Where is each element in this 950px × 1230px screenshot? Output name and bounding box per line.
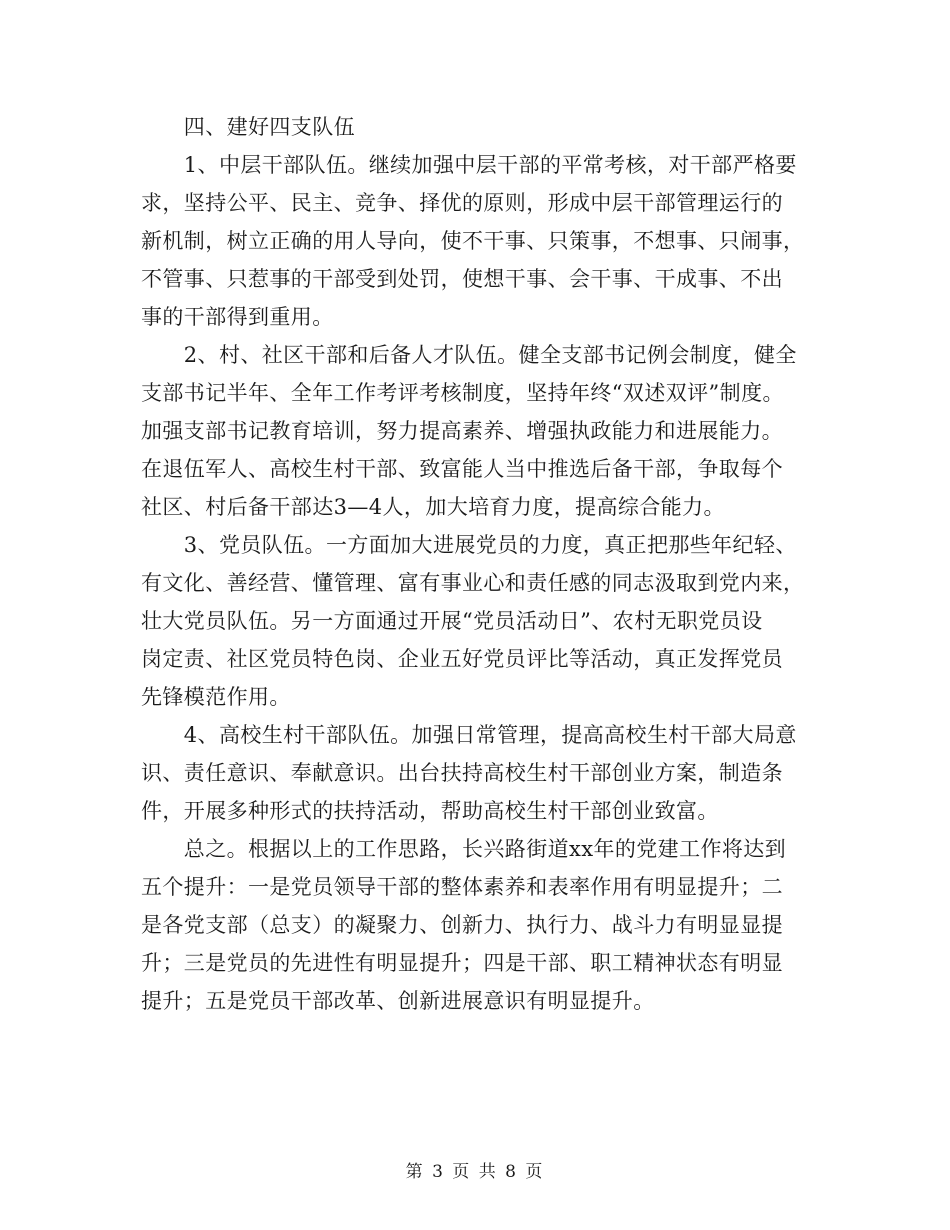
text-line: 件，开展多种形式的扶持活动，帮助高校生村干部创业致富。: [141, 799, 719, 823]
text-line: 支部书记半年、全年工作考评考核制度，坚持年终“双述双评”制度。: [141, 381, 784, 405]
text-line: 提升；五是党员干部改革、创新进展意识有明显提升。: [141, 989, 655, 1013]
text-line: 不管事、只惹事的干部受到处罚，使想干事、会干事、干成事、不出: [141, 267, 783, 291]
text-line: 3、党员队伍。一方面加大进展党员的力度，真正把那些年纪轻、: [141, 533, 797, 557]
text-line: 岗定责、社区党员特色岗、企业五好党员评比等活动，真正发挥党员: [141, 647, 783, 671]
text-line: 升；三是党员的先进性有明显提升；四是干部、职工精神状态有明显: [141, 951, 783, 975]
text-line: 4、高校生村干部队伍。加强日常管理，提高高校生村干部大局意: [141, 723, 797, 747]
text-line: 加强支部书记教育培训，努力提高素养、增强执政能力和进展能力。: [141, 419, 783, 443]
text-line: 是各党支部（总支）的凝聚力、创新力、执行力、战斗力有明显显提: [141, 913, 783, 937]
text-line: 五个提升：一是党员领导干部的整体素养和表率作用有明显提升；二: [141, 875, 783, 899]
text-line: 在退伍军人、高校生村干部、致富能人当中推选后备干部，争取每个: [141, 457, 783, 481]
text-line: 2、村、社区干部和后备人才队伍。健全支部书记例会制度，健全: [141, 343, 797, 367]
section-heading: 四、建好四支队伍: [141, 115, 355, 139]
document-body: [141, 108, 813, 1020]
text-line: 社区、村后备干部达3—4人，加大培育力度，提高综合能力。: [141, 495, 725, 519]
text-line: 1、中层干部队伍。继续加强中层干部的平常考核，对干部严格要: [141, 153, 797, 177]
text-line: 总之。根据以上的工作思路，长兴路街道xx年的党建工作将达到: [141, 837, 787, 861]
text-line: 事的干部得到重用。: [141, 305, 334, 329]
text-line: 新机制，树立正确的用人导向，使不干事、只策事，不想事、只闹事，: [141, 229, 805, 253]
text-line: 有文化、善经营、懂管理、富有事业心和责任感的同志汲取到党内来，: [141, 571, 805, 595]
text-line: 求，坚持公平、民主、竞争、择优的原则，形成中层干部管理运行的: [141, 191, 783, 215]
text-line: 壮大党员队伍。另一方面通过开展“党员活动日”、农村无职党员设: [141, 609, 763, 633]
text-line: 识、责任意识、奉献意识。出台扶持高校生村干部创业方案，制造条: [141, 761, 783, 785]
page-number-footer: 第 3 页 共 8 页: [405, 1162, 545, 1182]
text-line: 先锋模范作用。: [141, 685, 291, 709]
